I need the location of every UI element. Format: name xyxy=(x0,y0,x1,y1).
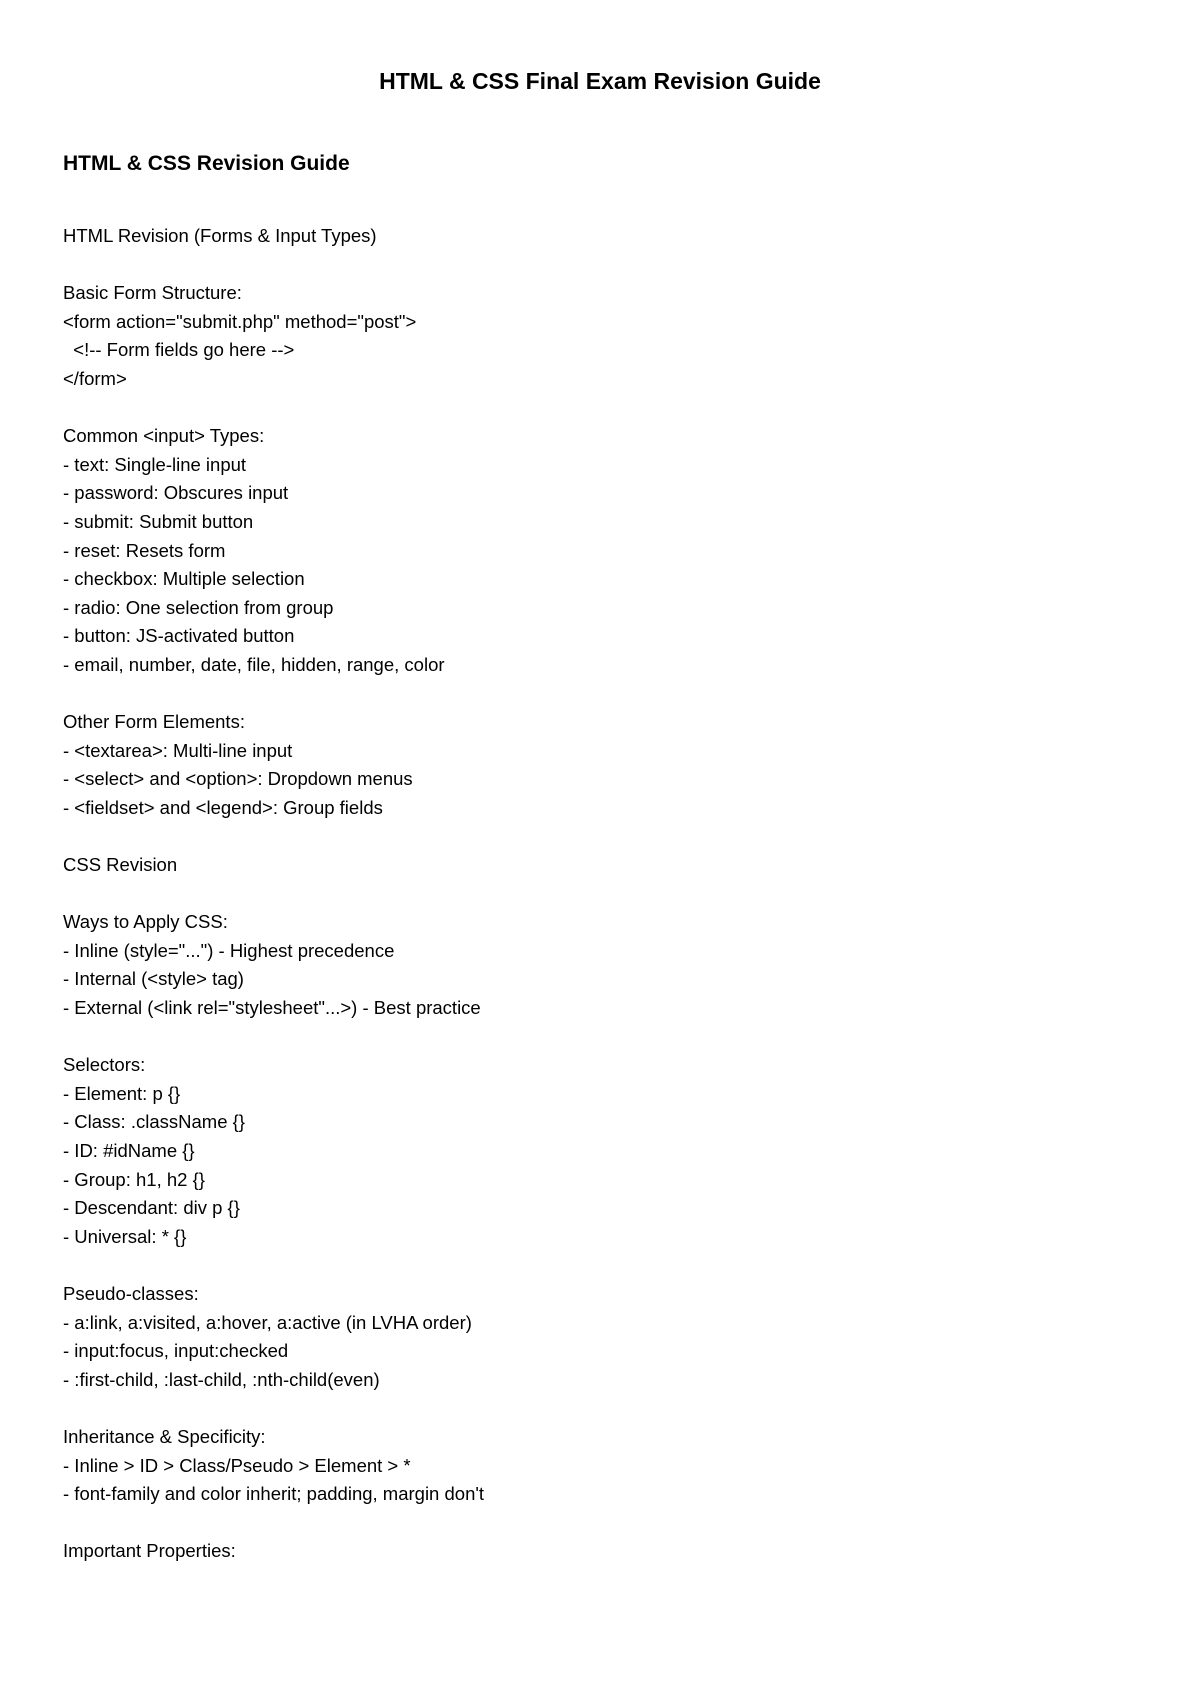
code-line: </form> xyxy=(63,367,127,389)
section-heading-other-form-elements: Other Form Elements: xyxy=(63,711,245,733)
list-item: - <textarea>: Multi-line input xyxy=(63,739,293,761)
list-item: - Element: p {} xyxy=(63,1082,181,1104)
paragraph-gap xyxy=(63,880,1143,909)
list-item: - submit: Submit button xyxy=(63,510,254,532)
section-heading-common-input-types: Common <input> Types: xyxy=(63,425,265,447)
list-item: - ID: #idName {} xyxy=(63,1140,195,1161)
list-item: - Internal (<style> tag) xyxy=(63,968,244,990)
list-item: - button: JS-activated button xyxy=(63,625,295,647)
paragraph-gap xyxy=(63,251,1143,280)
list-item: - :first-child, :last-child, :nth-child(even) xyxy=(63,1368,380,1390)
section-heading-ways-to-apply-css: Ways to Apply CSS: xyxy=(63,911,228,933)
section-heading-basic-form-structure: Basic Form Structure: xyxy=(63,282,242,304)
paragraph-gap xyxy=(63,822,1143,851)
list-item: - Inline (style="...") - Highest precedence xyxy=(63,939,395,961)
paragraph-gap xyxy=(63,394,1143,423)
section-heading-important-properties: Important Properties: xyxy=(63,1540,236,1562)
list-item: - Inline > ID > Class/Pseudo > Element > * xyxy=(63,1454,411,1476)
code-line: <!-- Form fields go here --> xyxy=(63,339,295,361)
list-item: - Universal: * {} xyxy=(63,1225,187,1247)
paragraph-gap xyxy=(63,1023,1143,1052)
list-item: - <select> and <option>: Dropdown menus xyxy=(63,768,413,790)
list-item: - password: Obscures input xyxy=(63,482,289,504)
section-heading-selectors: Selectors: xyxy=(63,1054,146,1076)
code-line: <form action="submit.php" method="post"> xyxy=(63,310,417,332)
paragraph-gap xyxy=(63,680,1143,709)
section-heading-css-revision: CSS Revision xyxy=(63,854,178,876)
section-heading-inheritance-specificity: Inheritance & Specificity: xyxy=(63,1425,266,1447)
list-item: - a:link, a:visited, a:hover, a:active (in LVHA order) xyxy=(63,1311,472,1333)
list-item: - email, number, date, file, hidden, range, color xyxy=(63,653,445,675)
list-item: - <fieldset> and <legend>: Group fields xyxy=(63,796,383,818)
list-item: - Group: h1, h2 {} xyxy=(63,1168,205,1190)
document-subtitle: HTML & CSS Revision Guide xyxy=(63,152,350,175)
list-item: - Descendant: div p {} xyxy=(63,1197,240,1219)
section-heading-html-revision: HTML Revision (Forms & Input Types) xyxy=(63,225,377,246)
list-item: - Class: .className {} xyxy=(63,1111,245,1133)
list-item: - font-family and color inherit; padding, margin don't xyxy=(63,1483,485,1505)
list-item: - text: Single-line input xyxy=(63,453,247,475)
paragraph-gap xyxy=(63,1509,1143,1538)
list-item: - checkbox: Multiple selection xyxy=(63,568,305,590)
list-item: - reset: Resets form xyxy=(63,539,226,561)
list-item: - input:focus, input:checked xyxy=(63,1340,289,1362)
section-heading-pseudo-classes: Pseudo-classes: xyxy=(63,1282,199,1304)
list-item: - radio: One selection from group xyxy=(63,596,334,618)
paragraph-gap xyxy=(63,1394,1143,1423)
list-item: - External (<link rel="stylesheet"...>) - Best practice xyxy=(63,997,481,1019)
paragraph-gap xyxy=(63,1251,1143,1280)
document-body xyxy=(63,222,1143,1566)
document-title: HTML & CSS Final Exam Revision Guide xyxy=(379,68,821,94)
